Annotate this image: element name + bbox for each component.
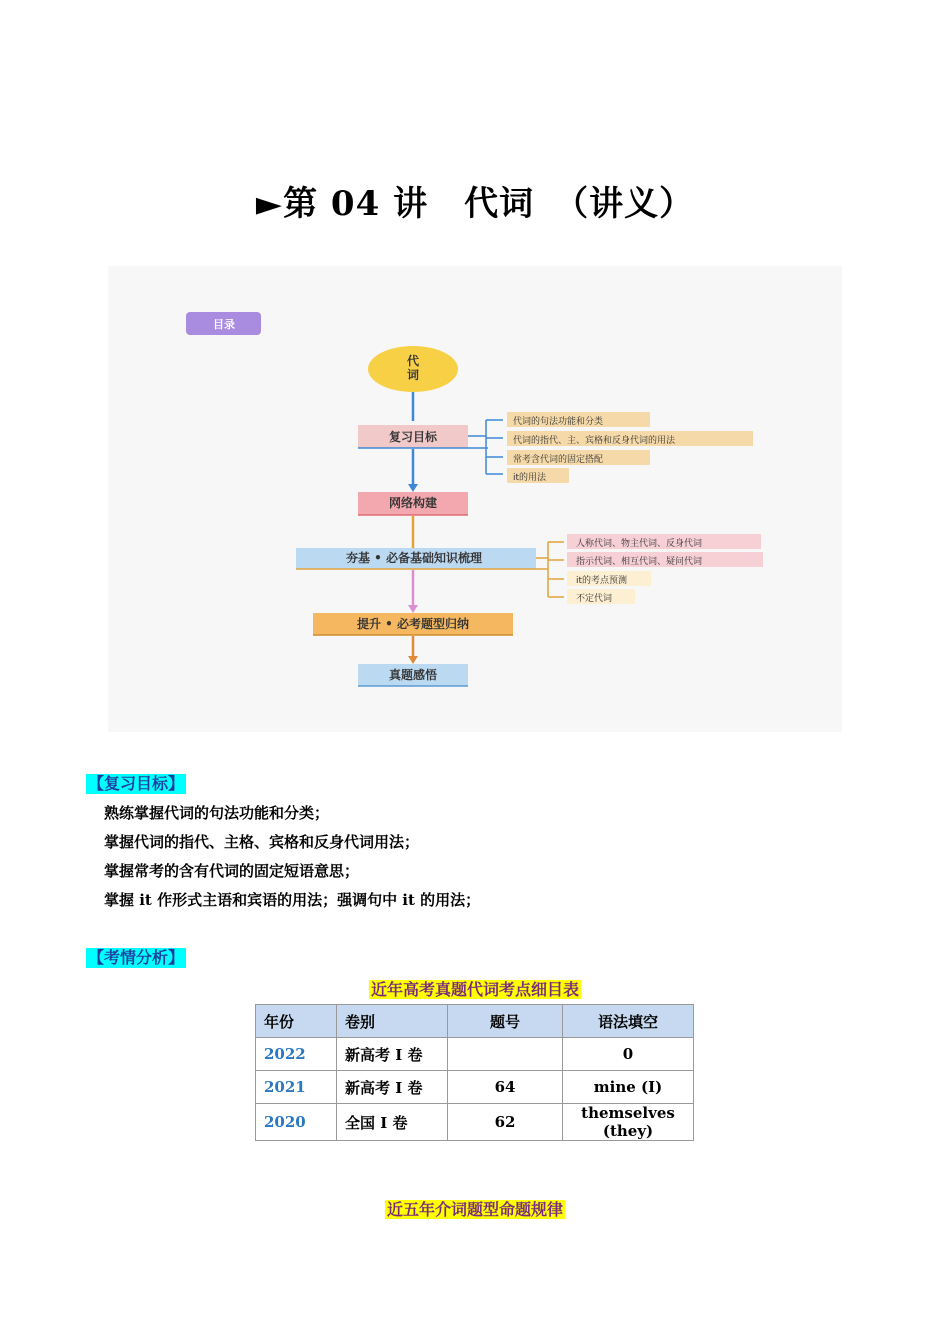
review-goal-item: 掌握常考的含有代词的固定短语意思； [104, 862, 360, 880]
table-header: 语法填空 [563, 1005, 694, 1038]
basics-branch-1: 人称代词、物主代词、反身代词 [576, 539, 703, 549]
review-goal-item: 熟练掌握代词的句法功能和分类； [104, 804, 330, 822]
title-topic: 代词 [464, 184, 535, 224]
table-header: 卷别 [337, 1005, 448, 1038]
page-title [0, 176, 950, 225]
exam-points-table [255, 1004, 694, 1141]
table-cell-year: 2022 [256, 1038, 337, 1071]
basics-branch-2: 指示代词、相互代词、疑问代词 [576, 557, 703, 567]
review-goal-item: 掌握 it 作形式主语和宾语的用法；强调句中 it 的用法； [104, 891, 481, 909]
title-marker-icon: ► [255, 184, 284, 224]
table-cell-number: 64 [448, 1071, 563, 1104]
mindmap-node-real-label: 真题感悟 [388, 668, 438, 682]
table-cell-year: 2020 [256, 1104, 337, 1141]
title-suffix: （讲义） [554, 184, 695, 224]
table-cell-year: 2021 [256, 1071, 337, 1104]
table-header: 题号 [448, 1005, 563, 1038]
mindmap-node-goals-label: 复习目标 [388, 430, 438, 444]
mindmap-node-improve-label: 提升 • 必考题型归纳 [356, 617, 470, 631]
table-cell-paper: 新高考 I 卷 [337, 1038, 448, 1071]
table-header-row [256, 1005, 694, 1038]
goals-branch-1: 代词的句法功能和分类 [513, 417, 604, 427]
mindmap-root-line1: 代 [406, 354, 420, 368]
goals-branch-3: 常考含代词的固定搭配 [513, 455, 604, 465]
table-cell-paper: 新高考 I 卷 [337, 1071, 448, 1104]
table-cell-answer: themselves (they) [563, 1104, 694, 1141]
review-goal-item: 掌握代词的指代、主格、宾格和反身代词用法； [104, 833, 420, 851]
table-row [256, 1104, 694, 1141]
table-cell-answer: mine (I) [563, 1071, 694, 1104]
goals-branch-4: it的用法 [513, 473, 547, 483]
table-row [256, 1038, 694, 1071]
table-cell-paper: 全国 I 卷 [337, 1104, 448, 1141]
footer-caption-text: 近五年介词题型命题规律 [386, 1200, 563, 1219]
footer-caption [0, 1197, 950, 1220]
table-cell-number [448, 1038, 563, 1071]
table-cell-answer: 0 [563, 1038, 694, 1071]
table-caption [0, 977, 950, 1000]
mindmap-root-line2: 词 [406, 368, 420, 382]
mindmap-node-basics-label: 夯基 • 必备基础知识梳理 [345, 551, 483, 565]
table-cell-number: 62 [448, 1104, 563, 1141]
basics-branch-4: 不定代词 [576, 594, 613, 604]
title-main: 第 04 讲 [283, 184, 429, 224]
mindmap-tag: 目录 [213, 318, 235, 331]
review-goals-tag: 【复习目标】 [88, 774, 185, 793]
exam-analysis-tag: 【考情分析】 [88, 948, 185, 967]
mindmap [108, 266, 842, 732]
goals-branch-2: 代词的指代、主、宾格和反身代词的用法 [513, 436, 676, 446]
table-row [256, 1071, 694, 1104]
basics-branch-3: it的考点预测 [576, 576, 628, 586]
mindmap-node-network-label: 网络构建 [388, 496, 438, 510]
table-caption-text: 近年高考真题代词考点细目表 [370, 980, 579, 999]
table-header: 年份 [256, 1005, 337, 1038]
